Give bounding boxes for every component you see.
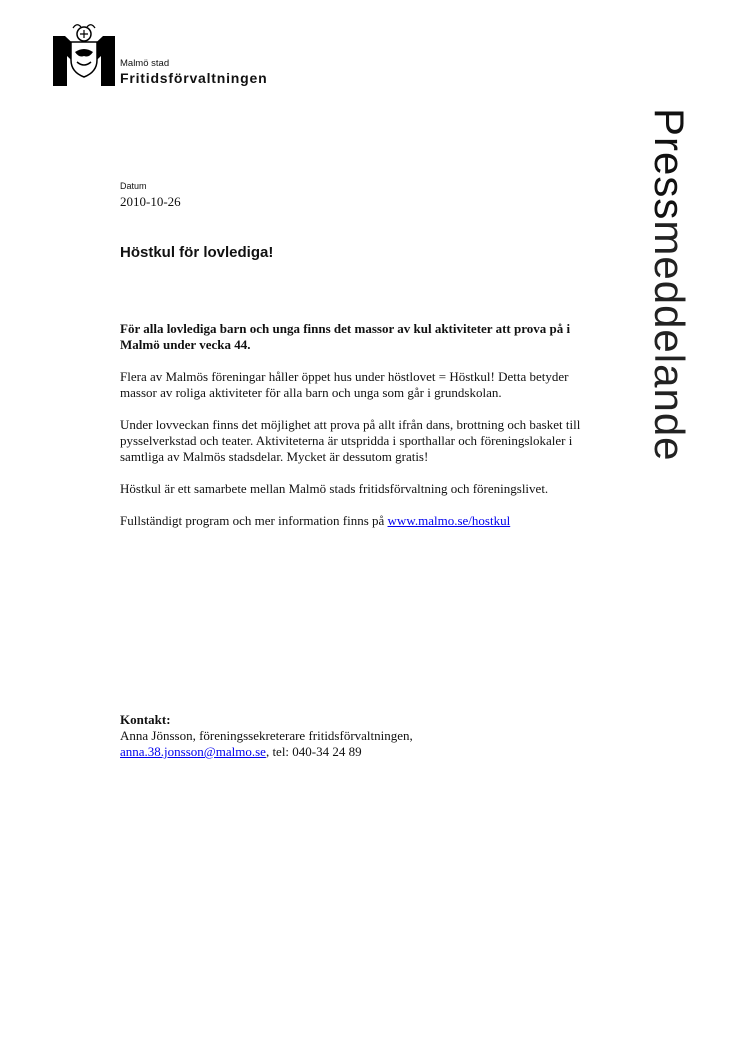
contact-details <box>120 744 590 760</box>
contact-name-title: Anna Jönsson, föreningssekreterare fritidsförvaltningen, <box>120 728 413 743</box>
org-name-department: Fritidsförvaltningen <box>120 70 268 86</box>
malmo-stad-coat-of-arms-icon <box>53 22 115 86</box>
contact-section <box>120 712 590 760</box>
date-label: Datum <box>120 181 147 191</box>
hostkul-link[interactable]: www.malmo.se/hostkul <box>387 513 511 528</box>
contact-email-link[interactable]: anna.38.jonsson@malmo.se <box>120 744 266 759</box>
contact-heading: Kontakt: <box>120 712 171 727</box>
date-value: 2010-10-26 <box>120 194 181 209</box>
lead-paragraph: För alla lovlediga barn och unga finns det massor av kul aktiviteter att prova på i Malmö under vecka 44. <box>120 321 571 352</box>
side-label-pressmeddelande <box>646 108 693 462</box>
body-paragraph-4 <box>120 513 590 529</box>
body-paragraph-3: Höstkul är ett samarbete mellan Malmö stads fritidsförvaltning och föreningslivet. <box>120 481 549 496</box>
program-info-text: Fullständigt program och mer information finns på <box>120 513 388 528</box>
press-release-headline: Höstkul för lovlediga! <box>120 244 274 261</box>
side-label-part1: Press <box>646 108 693 221</box>
contact-phone: , tel: 040-34 24 89 <box>265 744 362 759</box>
side-label-part2: meddelande <box>646 220 693 462</box>
body-paragraph-2: Under lovveckan finns det möjlighet att prova på allt ifrån dans, brottning och basket till pysselverkstad och teater. Aktiviteterna är utspridda i sporthallar och föreningslokaler i samtliga av Malmös stadsdelar. Mycket är dessutom gratis! <box>120 417 581 464</box>
org-name-small: Malmö stad <box>120 58 170 69</box>
press-release-body <box>120 321 590 545</box>
body-paragraph-1: Flera av Malmös föreningar håller öppet hus under höstlovet = Höstkul! Detta betyder massor av roliga aktiviteter för alla barn och unga som går i grundskolan. <box>120 369 569 400</box>
